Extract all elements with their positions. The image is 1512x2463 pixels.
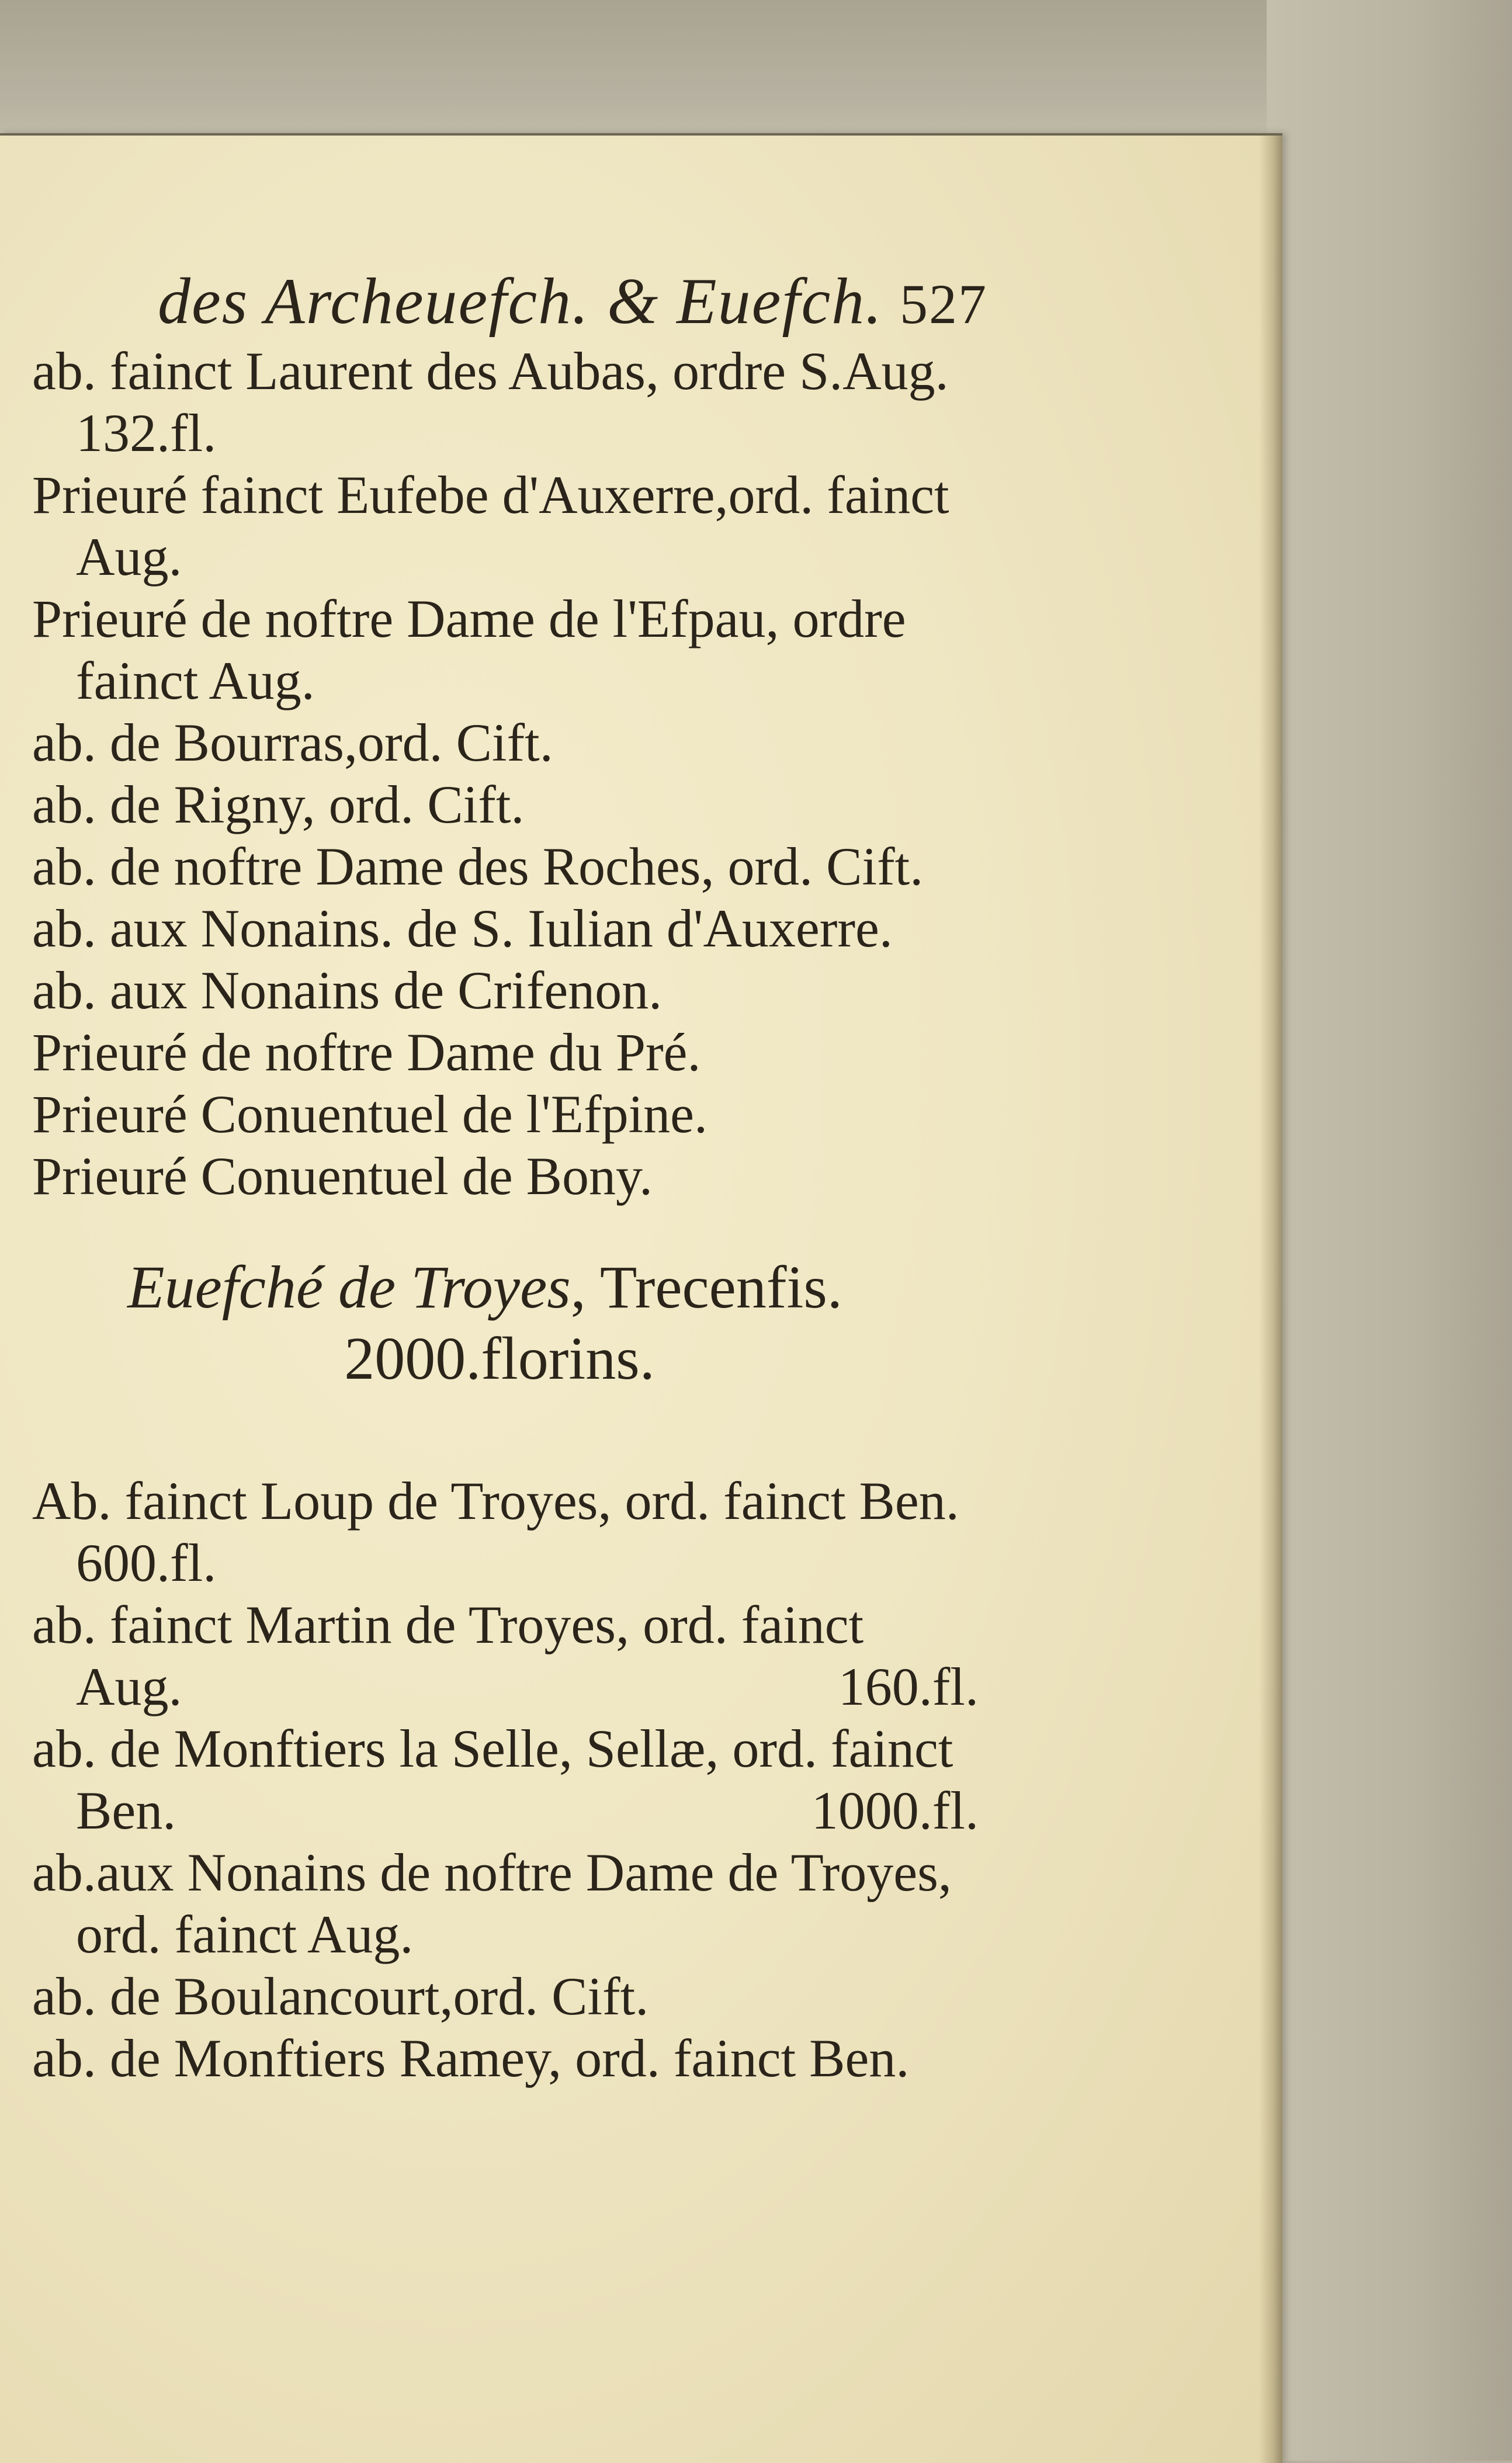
- entry-line: ab. de Rigny, ord. Cift.: [32, 775, 525, 834]
- section-heading-roman: , Trecenfis.: [570, 1254, 842, 1321]
- entry-line: ab. aux Nonains. de S. Iulian d'Auxerre.: [32, 899, 893, 958]
- entry-continuation: 600.fl.: [76, 1533, 217, 1593]
- entry-line: Prieuré Conuentuel de l'Efpine.: [32, 1084, 708, 1144]
- list-item: [32, 1470, 990, 1594]
- list-item: [32, 588, 990, 712]
- entry-line: [32, 1656, 990, 1718]
- list-item: [32, 1021, 990, 1083]
- entry-line: [32, 1903, 990, 1965]
- entry-line: Prieuré de noftre Dame de l'Efpau, ordre: [32, 589, 906, 648]
- text-block: [32, 264, 990, 2089]
- entry-line: ab. de Boulancourt,ord. Cift.: [32, 1966, 649, 2026]
- list-item: [32, 464, 990, 588]
- list-item: [32, 340, 990, 464]
- entry-amount: 160.fl.: [838, 1657, 979, 1716]
- entry-continuation: Ben.: [76, 1781, 176, 1840]
- entry-line: ab. aux Nonains de Crifenon.: [32, 960, 663, 1020]
- entry-line: ab. de Monftiers la Selle, Sellæ, ord. fainct: [32, 1719, 953, 1778]
- entry-line: Prieuré de noftre Dame du Pré.: [32, 1022, 701, 1082]
- list-item: [32, 897, 990, 959]
- entry-line: [32, 1532, 990, 1594]
- section-heading-italic: Euefché de Troyes: [127, 1254, 571, 1321]
- entry-continuation: Aug.: [76, 1657, 182, 1716]
- entry-line: Prieuré fainct Eufebe d'Auxerre,ord. fainct: [32, 465, 949, 525]
- entry-line: ab. de Bourras,ord. Cift.: [32, 713, 553, 772]
- entry-line: ab. fainct Laurent des Aubas, ordre S.Aug.: [32, 341, 949, 401]
- entry-line: ab. fainct Martin de Troyes, ord. fainct: [32, 1595, 864, 1654]
- entry-amount: 1000.fl.: [811, 1781, 979, 1840]
- list-item: [32, 1083, 990, 1145]
- running-head: [32, 264, 990, 340]
- list-item: [32, 1594, 990, 1718]
- entry-line: Ab. fainct Loup de Troyes, ord. fainct Ben.: [32, 1471, 959, 1531]
- book-page: [0, 133, 1282, 2463]
- list-item: [32, 773, 990, 835]
- section-subheading: 2000.florins.: [344, 1325, 655, 1392]
- running-head-title: des Archeuefch. & Euefch.: [158, 265, 883, 338]
- page-number: 527: [900, 273, 987, 335]
- entry-line: [32, 1779, 990, 1841]
- list-item: [32, 959, 990, 1021]
- entry-line: Aug.: [76, 527, 182, 587]
- list-item: [32, 2027, 990, 2089]
- entry-line: ab. de noftre Dame des Roches, ord. Cift.: [32, 837, 924, 896]
- entry-line: 132.fl.: [76, 403, 217, 463]
- entry-continuation: ord. fainct Aug.: [76, 1905, 414, 1964]
- list-item: [32, 1145, 990, 1207]
- background-right: [1267, 0, 1512, 2461]
- entry-line: fainct Aug.: [76, 651, 315, 710]
- list-item: [32, 835, 990, 897]
- list-item: [32, 1841, 990, 1965]
- entry-line: ab.aux Nonains de noftre Dame de Troyes,: [32, 1843, 952, 1902]
- list-item: [32, 1718, 990, 1841]
- list-item: [32, 1965, 990, 2027]
- list-item: [32, 712, 990, 773]
- entry-line: ab. de Monftiers Ramey, ord. fainct Ben.: [32, 2028, 910, 2088]
- page-edge-shadow: [1259, 136, 1282, 2463]
- section-heading: [32, 1251, 990, 1324]
- entry-line: Prieuré Conuentuel de Bony.: [32, 1146, 653, 1206]
